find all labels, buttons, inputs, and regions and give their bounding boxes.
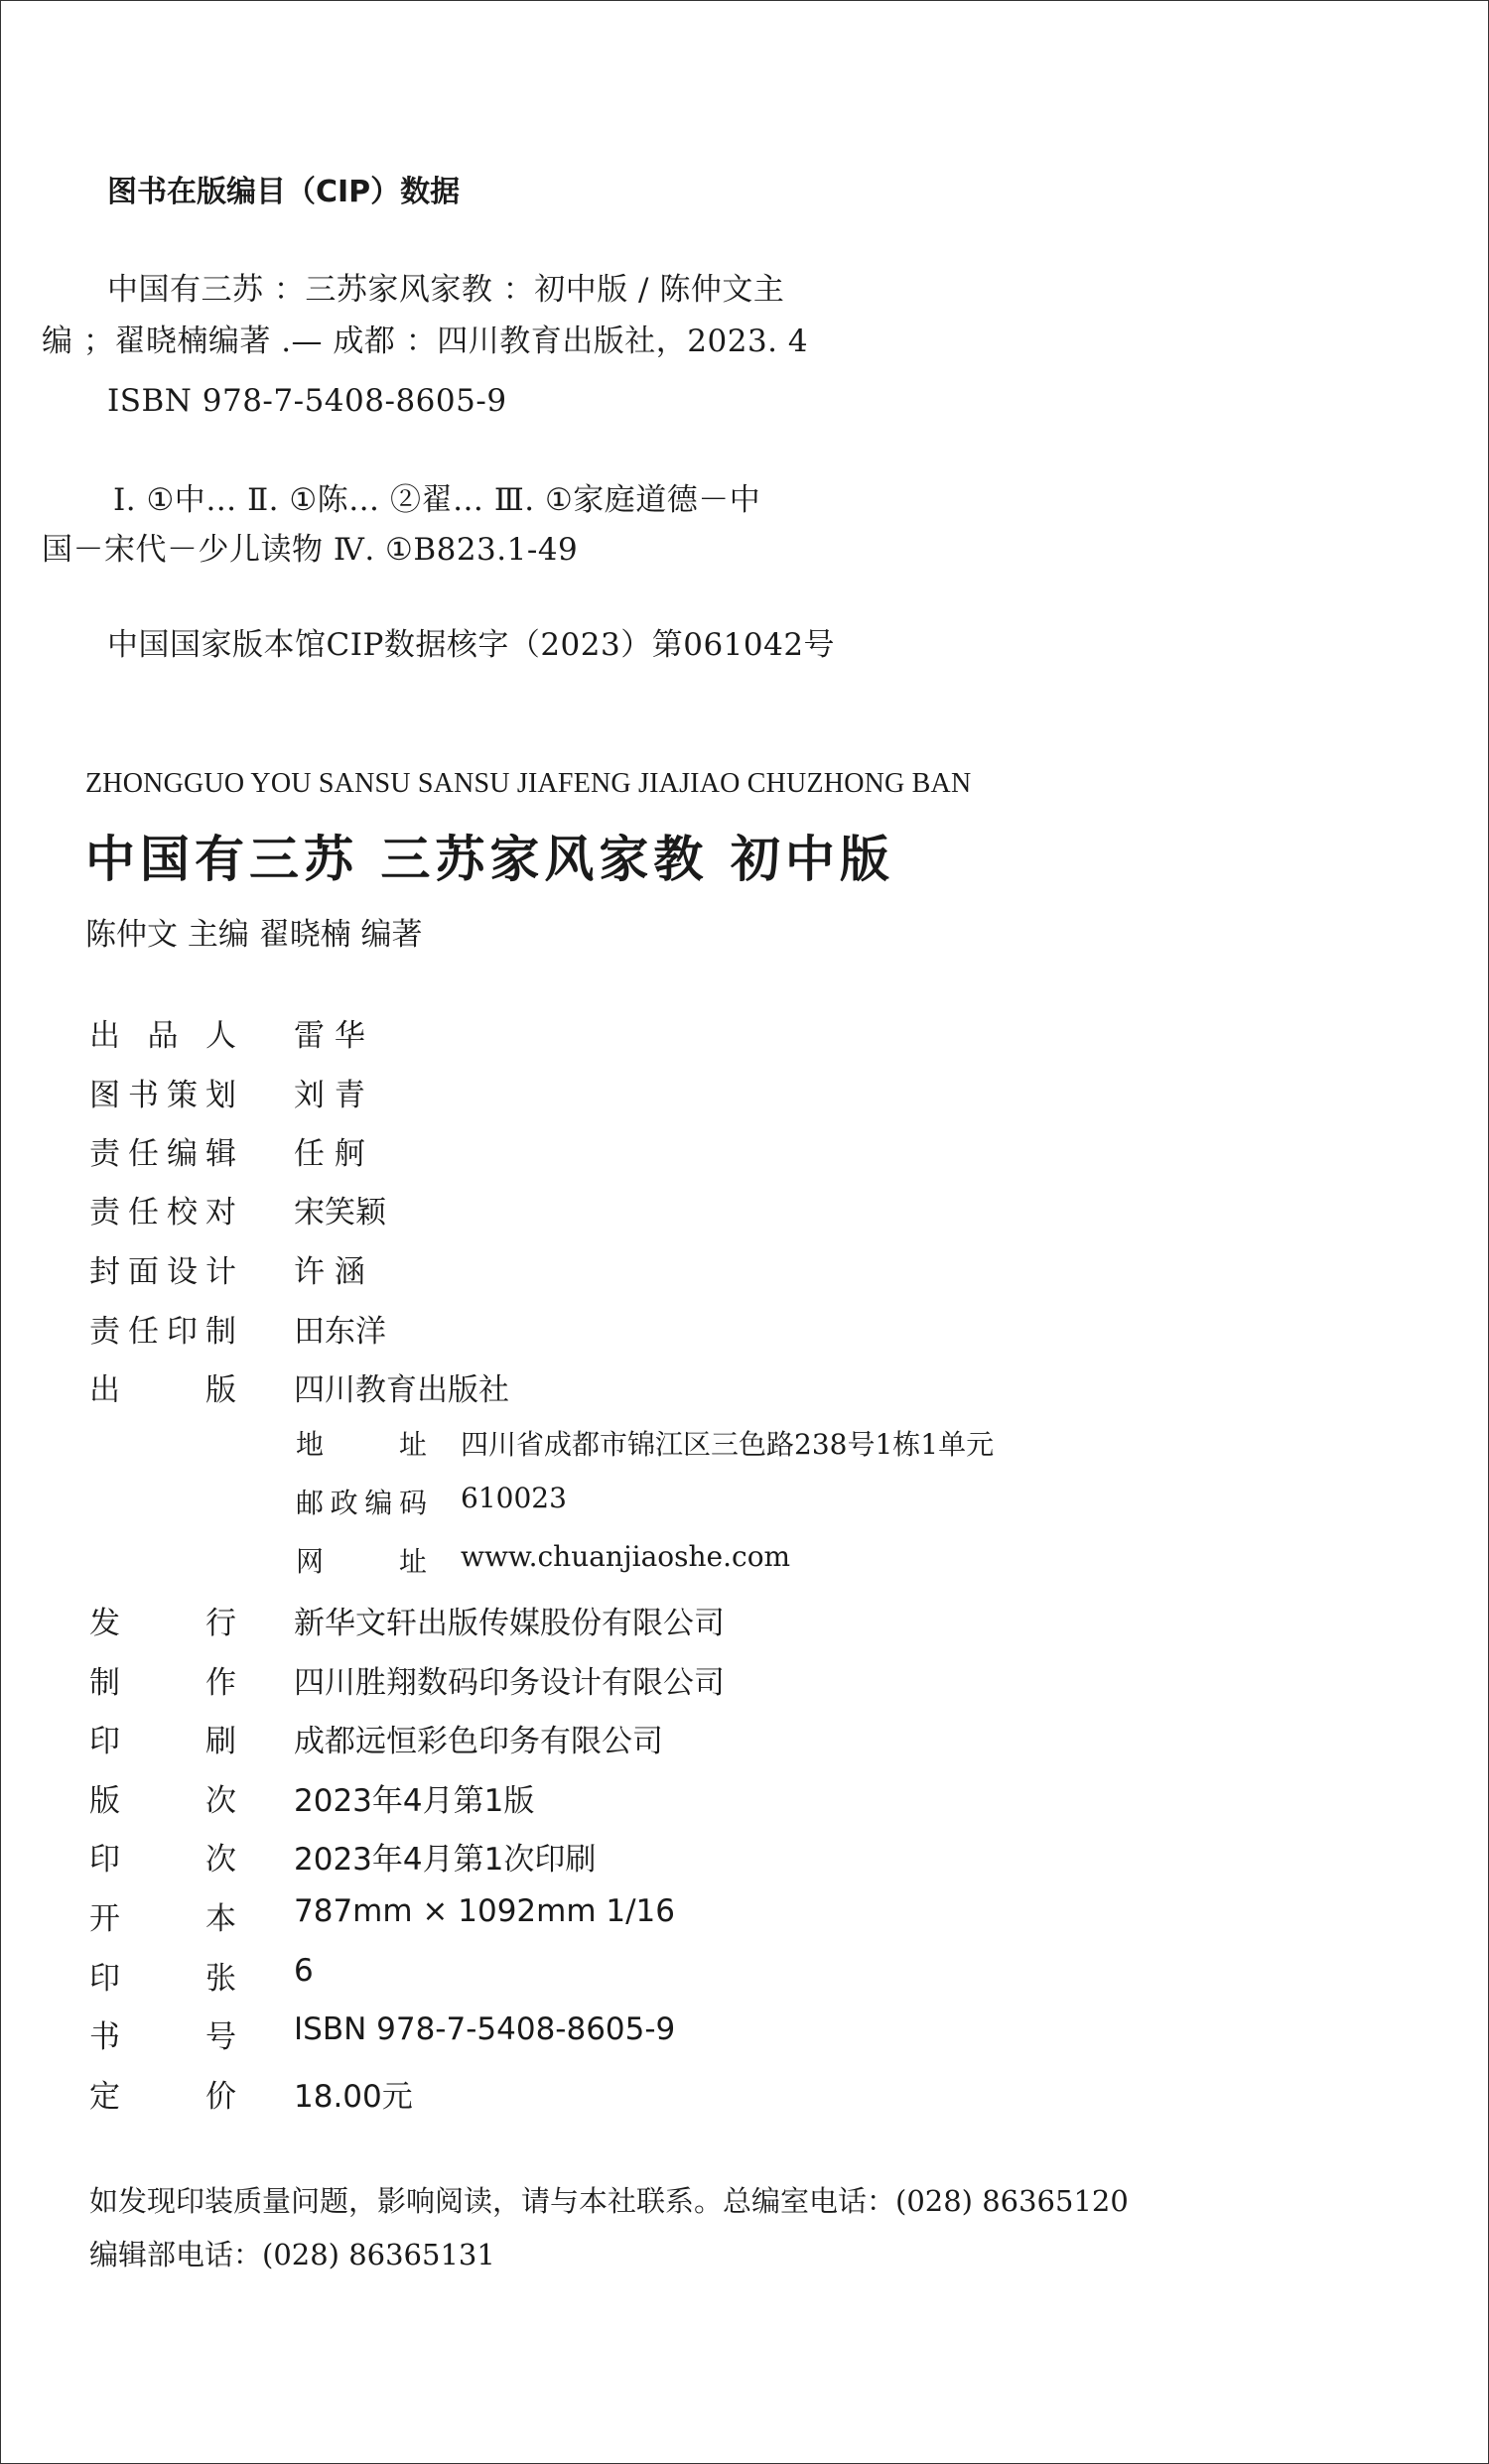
publisher-info-label: 地 址 — [296, 1428, 427, 1461]
production-value: 787mm × 1092mm 1/16 — [294, 1893, 676, 1929]
credit-label: 图 书 策 划 — [89, 1078, 236, 1113]
publisher-info-label: 网 址 — [296, 1545, 427, 1578]
publisher-info-value: 610023 — [461, 1482, 567, 1514]
production-label: 印 张 — [89, 1961, 236, 1997]
credit-value: 宋笑颖 — [294, 1195, 386, 1231]
credit-value: 四川教育出版社 — [294, 1372, 509, 1408]
credit-value: 雷 华 — [294, 1018, 365, 1054]
production-value: ISBN 978-7-5408-8605-9 — [294, 2011, 676, 2047]
production-label: 发 行 — [89, 1606, 236, 1641]
production-label: 印 次 — [89, 1842, 236, 1878]
credit-label: 责 任 印 制 — [89, 1314, 236, 1350]
production-value: 2023年4月第1版 — [294, 1783, 535, 1819]
book-title: 中国有三苏 三苏家风家教 初中版 — [85, 831, 894, 888]
credit-value: 许 涵 — [294, 1254, 365, 1290]
footer-contact-line: 编辑部电话：(028) 86365131 — [89, 2238, 495, 2271]
cip-record-number: 中国国家版本馆CIP数据核字（2023）第061042号 — [107, 627, 836, 663]
cip-line: 中国有三苏 ：三苏家风家教 ：初中版 / 陈仲文主 — [107, 272, 785, 308]
footer-contact-line: 如发现印装质量问题，影响阅读，请与本社联系。总编室电话：(028) 86365120 — [89, 2184, 1129, 2218]
credit-label: 封 面 设 计 — [89, 1254, 236, 1290]
production-label: 制 作 — [89, 1665, 236, 1701]
credit-value: 任 舸 — [294, 1136, 365, 1172]
credit-value: 田东洋 — [294, 1314, 386, 1350]
credit-label: 责 任 编 辑 — [89, 1136, 236, 1172]
cip-line: Ⅰ. ①中… Ⅱ. ①陈… ②翟… Ⅲ. ①家庭道德－中 — [113, 482, 761, 518]
credit-label: 出 品 人 — [89, 1018, 236, 1054]
production-value: 成都远恒彩色印务有限公司 — [294, 1724, 663, 1759]
publisher-info-label: 邮 政 编 码 — [296, 1487, 427, 1519]
cip-line: 编 ；翟晓楠编著 .— 成都 ：四川教育出版社，2023. 4 — [42, 324, 809, 359]
production-value: 四川胜翔数码印务设计有限公司 — [294, 1665, 725, 1701]
book-authors: 陈仲文 主编 翟晓楠 编著 — [85, 917, 423, 953]
production-label: 印 刷 — [89, 1724, 236, 1759]
cip-isbn: ISBN 978-7-5408-8605-9 — [107, 383, 507, 419]
production-value: 6 — [294, 1953, 314, 1989]
cip-heading: 图书在版编目（CIP）数据 — [107, 175, 461, 209]
credit-label: 责 任 校 对 — [89, 1195, 236, 1231]
production-label: 开 本 — [89, 1901, 236, 1937]
credit-label: 出 版 — [89, 1372, 236, 1408]
production-label: 定 价 — [89, 2079, 236, 2115]
pinyin-title: ZHONGGUO YOU SANSU SANSU JIAFENG JIAJIAO CHUZHONG BAN — [85, 768, 972, 799]
credit-value: 刘 青 — [294, 1078, 365, 1113]
publisher-info-value: www.chuanjiaoshe.com — [461, 1540, 791, 1573]
production-value: 18.00元 — [294, 2079, 413, 2115]
production-label: 书 号 — [89, 2019, 236, 2055]
cip-line: 国－宋代－少儿读物 Ⅳ. ①B823.1-49 — [42, 532, 579, 568]
production-value: 新华文轩出版传媒股份有限公司 — [294, 1606, 725, 1641]
production-label: 版 次 — [89, 1783, 236, 1819]
publisher-info-value: 四川省成都市锦江区三色路238号1栋1单元 — [461, 1428, 995, 1461]
production-value: 2023年4月第1次印刷 — [294, 1842, 597, 1878]
